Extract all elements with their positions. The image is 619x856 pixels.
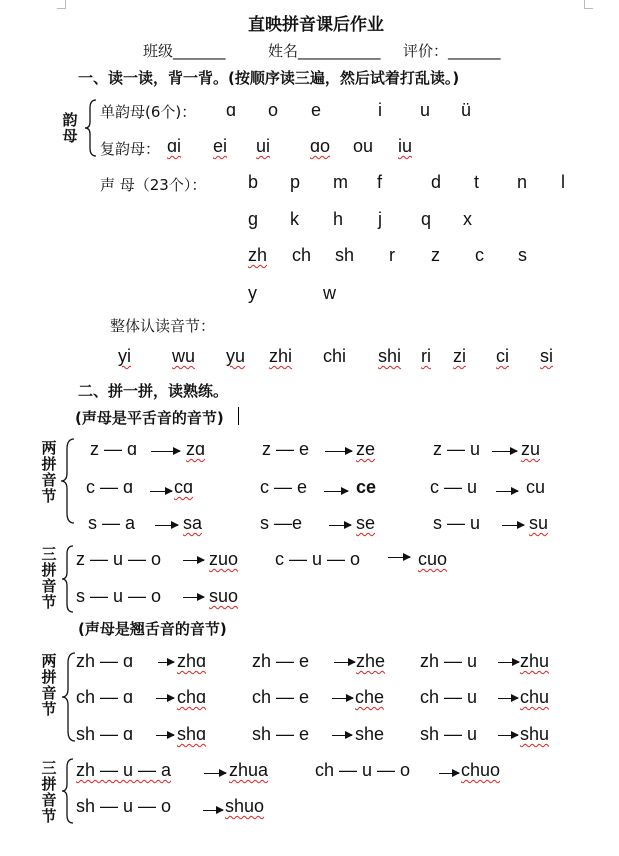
arrow-icon bbox=[498, 735, 518, 736]
section-heading: 二、拼一拼，读熟练。 bbox=[78, 382, 229, 400]
whole-syllable-label: 整体认读音节： bbox=[110, 317, 216, 335]
spell-sequence: c — e bbox=[260, 477, 308, 497]
arrow-icon bbox=[492, 451, 517, 452]
section-heading: 一、读一读，背一背。(按顺序读三遍，然后试着打乱读。) bbox=[78, 69, 460, 87]
initial-item: ch bbox=[292, 245, 312, 265]
arrow-icon bbox=[150, 491, 172, 492]
arrow-icon bbox=[329, 525, 351, 526]
spell-sequence: s — u — o bbox=[76, 586, 162, 606]
spell-sequence: z — u bbox=[433, 439, 481, 459]
spell-sequence: sh — ɑ bbox=[76, 724, 134, 744]
initial-item: d bbox=[431, 172, 442, 192]
initial-item: s bbox=[518, 245, 527, 265]
initial-item: q bbox=[421, 209, 432, 229]
spell-result: chuo bbox=[461, 760, 501, 780]
compound-vowel-label: 复韵母： bbox=[100, 140, 161, 158]
brace-icon bbox=[61, 544, 75, 614]
arrow-icon bbox=[388, 557, 410, 558]
spell-sequence: ch — e bbox=[252, 687, 310, 707]
initial-item: k bbox=[290, 209, 299, 229]
compound-vowel-item: ɑo bbox=[310, 136, 331, 156]
compound-vowel-item: ou bbox=[353, 136, 374, 156]
arrow-icon bbox=[332, 735, 352, 736]
spell-sequence: z — ɑ bbox=[90, 439, 138, 459]
two-spell-label: 两 拼 音 节 bbox=[41, 439, 57, 505]
whole-syllable-item: zhi bbox=[269, 346, 293, 366]
spell-sequence: ch — u — o bbox=[315, 760, 411, 780]
three-spell-label: 三 拼 音 节 bbox=[41, 759, 57, 825]
spell-sequence: s — u bbox=[433, 513, 481, 533]
spell-result: cuo bbox=[418, 549, 448, 569]
brace-icon bbox=[61, 651, 77, 743]
arrow-icon bbox=[151, 451, 180, 452]
single-vowel-item: i bbox=[378, 100, 382, 120]
page-title: 直映拼音课后作业 bbox=[248, 15, 384, 35]
arrow-icon bbox=[496, 491, 518, 492]
initial-item: c bbox=[475, 245, 484, 265]
single-vowel-item: ɑ bbox=[226, 100, 237, 120]
initial-item: f bbox=[377, 172, 383, 192]
spell-sequence: c — u — o bbox=[275, 549, 361, 569]
single-vowel-item: ü bbox=[461, 100, 472, 120]
spell-result: shuo bbox=[225, 796, 265, 816]
spell-result: zhu bbox=[520, 651, 550, 671]
whole-syllable-item: ci bbox=[496, 346, 509, 366]
initial-item: l bbox=[561, 172, 565, 192]
spell-sequence: ch — ɑ bbox=[76, 687, 134, 707]
spell-sequence: sh — u bbox=[420, 724, 478, 744]
arrow-icon bbox=[498, 662, 519, 663]
crop-mark bbox=[584, 0, 593, 9]
retroflex-note: (声母是翘舌音的音节) bbox=[78, 620, 227, 638]
whole-syllable-item: wu bbox=[172, 346, 196, 366]
initial-item: g bbox=[248, 209, 259, 229]
spell-result: se bbox=[356, 513, 376, 533]
initial-item: h bbox=[333, 209, 344, 229]
whole-syllable-item: ri bbox=[421, 346, 431, 366]
spell-result: she bbox=[355, 724, 385, 744]
spell-result: cu bbox=[526, 477, 546, 497]
initial-item: p bbox=[290, 172, 301, 192]
arrow-icon bbox=[156, 735, 174, 736]
arrow-icon bbox=[332, 698, 353, 699]
spell-sequence: sh — e bbox=[252, 724, 310, 744]
spell-result: zuo bbox=[209, 549, 239, 569]
initial-item: m bbox=[333, 172, 348, 192]
spell-result: cɑ bbox=[174, 477, 194, 497]
compound-vowel-item: ui bbox=[256, 136, 271, 156]
single-vowel-item: o bbox=[268, 100, 279, 120]
initial-item: n bbox=[517, 172, 528, 192]
arrow-icon bbox=[156, 698, 174, 699]
single-vowel-item: e bbox=[311, 100, 322, 120]
whole-syllable-item: shi bbox=[378, 346, 402, 366]
arrow-icon bbox=[204, 773, 226, 774]
spell-sequence: zh — u bbox=[420, 651, 478, 671]
class-field-label: 班级_______ bbox=[143, 42, 226, 60]
crop-mark bbox=[57, 0, 66, 9]
arrow-icon bbox=[334, 662, 355, 663]
yunmu-label: 韵 母 bbox=[62, 111, 78, 145]
two-spell-label: 两 拼 音 节 bbox=[41, 652, 57, 718]
spell-sequence: z — u — o bbox=[76, 549, 162, 569]
initial-item: j bbox=[378, 209, 382, 229]
arrow-icon bbox=[502, 525, 524, 526]
initial-item: sh bbox=[335, 245, 355, 265]
arrow-icon bbox=[324, 491, 348, 492]
spell-sequence: s —e bbox=[260, 513, 303, 533]
brace-icon bbox=[84, 98, 98, 158]
spell-result: suo bbox=[209, 586, 239, 606]
spell-sequence: z — e bbox=[262, 439, 310, 459]
arrow-icon bbox=[498, 698, 518, 699]
spell-sequence: zh — ɑ bbox=[76, 651, 134, 671]
spell-result: shu bbox=[520, 724, 550, 744]
compound-vowel-item: iu bbox=[398, 136, 413, 156]
arrow-icon bbox=[183, 560, 204, 561]
spell-result: shɑ bbox=[177, 724, 207, 744]
arrow-icon bbox=[155, 525, 178, 526]
initials-label: 声 母（23个）： bbox=[100, 176, 207, 194]
initial-item: r bbox=[389, 245, 395, 265]
flat-tongue-note: (声母是平舌音的音节) bbox=[75, 409, 224, 427]
initial-item: z bbox=[431, 245, 440, 265]
single-vowel-label: 单韵母(6个)： bbox=[100, 103, 197, 121]
spell-result: ce bbox=[356, 477, 377, 497]
spell-sequence: zh — u — a bbox=[76, 760, 172, 780]
initial-item: x bbox=[463, 209, 472, 229]
initial-item: w bbox=[323, 283, 336, 303]
initial-item: t bbox=[474, 172, 480, 192]
spell-sequence: s — a bbox=[88, 513, 136, 533]
spell-sequence: c — ɑ bbox=[86, 477, 134, 497]
whole-syllable-item: zi bbox=[453, 346, 466, 366]
spell-sequence: c — u bbox=[430, 477, 478, 497]
spell-result: zɑ bbox=[186, 439, 206, 459]
spell-result: zhe bbox=[356, 651, 386, 671]
spell-result: zhɑ bbox=[177, 651, 207, 671]
spell-sequence: ch — u bbox=[420, 687, 478, 707]
single-vowel-item: u bbox=[420, 100, 431, 120]
initial-item: b bbox=[248, 172, 259, 192]
arrow-icon bbox=[325, 451, 352, 452]
whole-syllable-item: yu bbox=[226, 346, 246, 366]
arrow-icon bbox=[203, 810, 223, 811]
compound-vowel-item: ɑi bbox=[167, 136, 182, 156]
spell-result: chu bbox=[520, 687, 550, 707]
arrow-icon bbox=[439, 773, 459, 774]
brace-icon bbox=[60, 437, 76, 525]
initial-item: y bbox=[248, 283, 257, 303]
three-spell-label: 三 拼 音 节 bbox=[41, 545, 57, 611]
brace-icon bbox=[61, 757, 75, 825]
spell-result: chɑ bbox=[177, 687, 207, 707]
spell-sequence: zh — e bbox=[252, 651, 310, 671]
compound-vowel-item: ei bbox=[213, 136, 228, 156]
arrow-icon bbox=[183, 597, 204, 598]
spell-result: zu bbox=[521, 439, 541, 459]
spell-result: su bbox=[529, 513, 549, 533]
arrow-icon bbox=[158, 662, 174, 663]
name-field-label: 姓名___________ bbox=[268, 42, 381, 60]
score-field-label: 评价：_______ bbox=[403, 42, 501, 60]
whole-syllable-item: si bbox=[540, 346, 553, 366]
spell-result: sa bbox=[183, 513, 203, 533]
spell-result: che bbox=[355, 687, 385, 707]
text-cursor bbox=[238, 407, 239, 425]
whole-syllable-item: yi bbox=[118, 346, 131, 366]
spell-sequence: sh — u — o bbox=[76, 796, 172, 816]
spell-result: zhua bbox=[229, 760, 269, 780]
spell-result: ze bbox=[356, 439, 376, 459]
whole-syllable-item: chi bbox=[323, 346, 347, 366]
initial-item: zh bbox=[248, 245, 268, 265]
